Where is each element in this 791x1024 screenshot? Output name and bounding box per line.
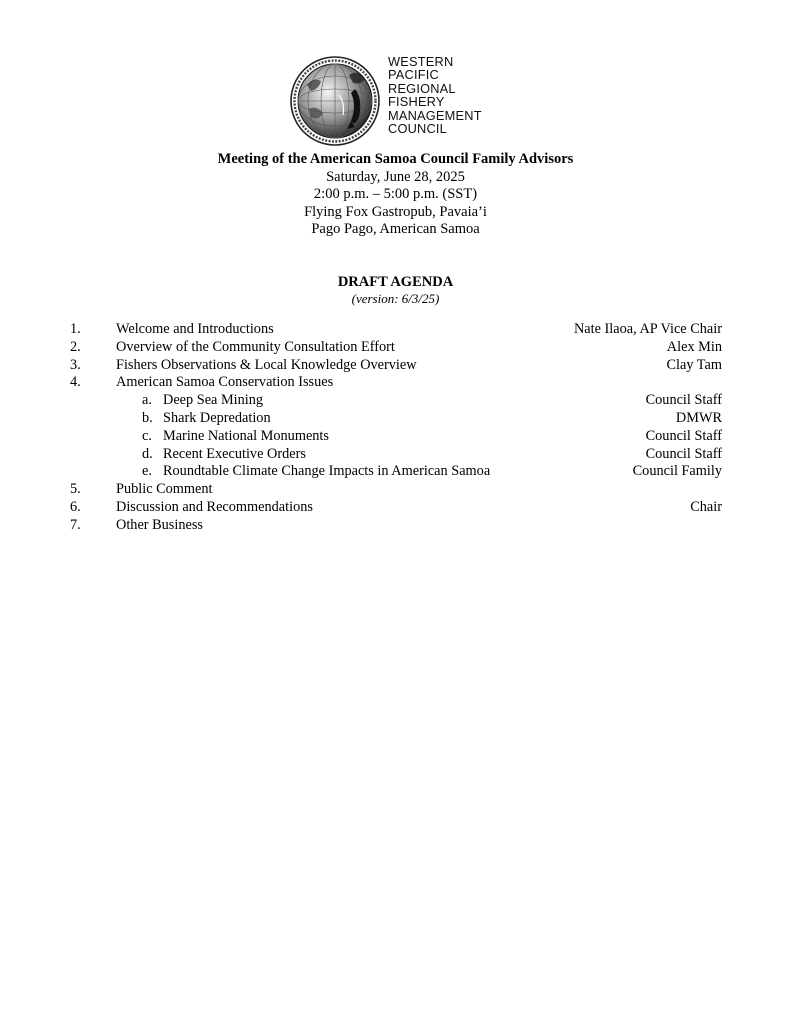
council-name <box>388 55 482 135</box>
subitem-label: Marine National Monuments <box>163 427 329 444</box>
council-logo-icon <box>289 55 381 147</box>
meeting-title: Meeting of the American Samoa Council Family Advisors <box>217 151 574 167</box>
item-label: American Samoa Conservation Issues <box>116 374 334 391</box>
item-number: 4. <box>70 374 81 391</box>
item-label: Other Business <box>116 516 203 533</box>
item-label: Fishers Observations & Local Knowledge Overview <box>116 356 417 373</box>
agenda-item <box>70 481 722 499</box>
meeting-location: Pago Pago, American Samoa <box>311 221 480 238</box>
agenda-list <box>70 321 722 535</box>
meeting-date: Saturday, June 28, 2025 <box>326 168 465 185</box>
agenda-version: (version: 6/3/25) <box>351 291 440 306</box>
item-number: 3. <box>70 356 81 373</box>
subitem-label: Shark Depredation <box>163 409 271 426</box>
council-name-line: REGIONAL <box>388 80 456 96</box>
subitem-presenter: Council Staff <box>645 427 722 444</box>
item-presenter: Clay Tam <box>666 356 722 373</box>
agenda-subitem <box>70 392 722 410</box>
subitem-presenter: Council Staff <box>645 445 722 462</box>
agenda-item <box>70 339 722 357</box>
council-name-line: WESTERN <box>388 54 454 69</box>
council-name-line: MANAGEMENT <box>388 107 482 123</box>
subitem-letter: d. <box>142 445 153 462</box>
item-label: Discussion and Recommendations <box>116 498 313 515</box>
agenda-subitem <box>70 446 722 464</box>
item-presenter: Chair <box>690 498 722 515</box>
subitem-letter: c. <box>142 427 152 444</box>
subitem-presenter: DMWR <box>675 409 722 426</box>
agenda-item <box>70 321 722 339</box>
item-number: 6. <box>70 498 81 515</box>
item-presenter: Alex Min <box>666 338 722 355</box>
council-name-line: FISHERY <box>388 94 445 110</box>
council-name-line: PACIFIC <box>388 67 439 83</box>
meeting-header <box>0 151 791 239</box>
item-number: 2. <box>70 338 81 355</box>
agenda-item <box>70 374 722 392</box>
subitem-presenter: Council Staff <box>645 392 722 409</box>
item-label: Public Comment <box>116 481 213 498</box>
subitem-letter: a. <box>142 392 152 409</box>
subitem-label: Recent Executive Orders <box>163 445 306 462</box>
item-number: 5. <box>70 481 81 498</box>
agenda-subitem <box>70 428 722 446</box>
subitem-letter: b. <box>142 409 153 426</box>
meeting-venue: Flying Fox Gastropub, Pavaia’i <box>304 203 487 220</box>
agenda-subitem <box>70 463 722 481</box>
subitem-presenter: Council Family <box>632 463 722 480</box>
agenda-item <box>70 517 722 535</box>
subitem-label: Roundtable Climate Change Impacts in American Samoa <box>163 463 491 480</box>
item-label: Overview of the Community Consultation Effort <box>116 338 395 355</box>
council-name-line: COUNCIL <box>388 121 447 137</box>
agenda-item <box>70 499 722 517</box>
meeting-time: 2:00 p.m. – 5:00 p.m. (SST) <box>313 186 478 203</box>
agenda-item <box>70 357 722 375</box>
item-number: 7. <box>70 516 81 533</box>
subitem-letter: e. <box>142 463 152 480</box>
item-label: Welcome and Introductions <box>116 321 274 337</box>
agenda-subitem <box>70 410 722 428</box>
agenda-heading <box>0 274 791 306</box>
item-number: 1. <box>70 321 81 337</box>
item-presenter: Nate Ilaoa, AP Vice Chair <box>573 321 722 337</box>
subitem-label: Deep Sea Mining <box>163 392 264 409</box>
agenda-title: DRAFT AGENDA <box>337 274 454 290</box>
